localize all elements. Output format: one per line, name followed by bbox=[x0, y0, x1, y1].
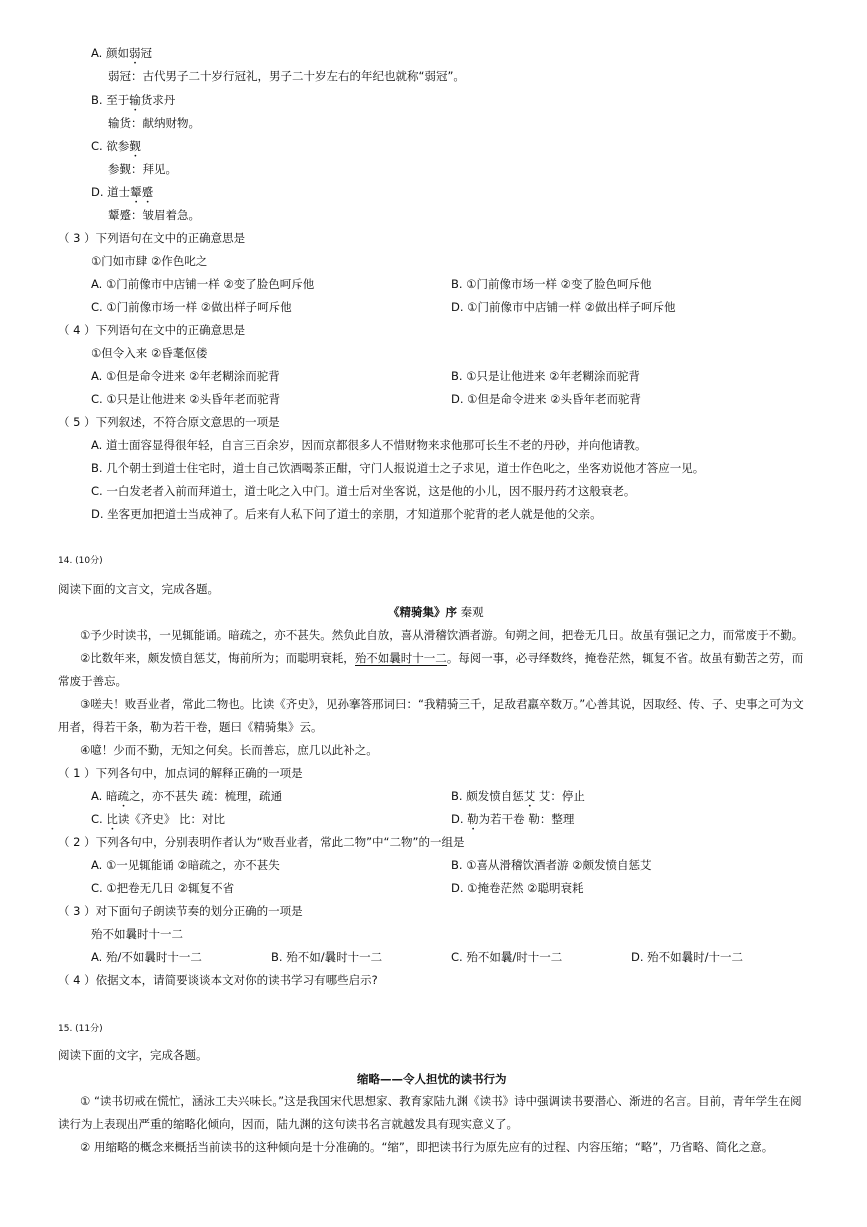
q13-option-b-explanation: 输货：献纳财物。 bbox=[108, 116, 200, 130]
q14-sub1-option-a[interactable]: A. 暗疏之，亦不甚失 疏：梳理，疏通 bbox=[91, 789, 283, 803]
q13-sub4-option-a[interactable]: A. ①但是命令进来 ②年老糊涂而驼背 bbox=[91, 369, 280, 383]
q13-sub4-option-d[interactable]: D. ①但是命令进来 ②头昏年老而驼背 bbox=[451, 392, 641, 406]
q13-option-a: A. 颜如弱冠 bbox=[91, 46, 152, 60]
q14-intro: 阅读下面的文言文，完成各题。 bbox=[58, 582, 219, 596]
q14-header: 14. (10分) bbox=[58, 556, 103, 566]
q14-sub3-option-d[interactable]: D. 殆不如曩时/十一二 bbox=[631, 950, 744, 964]
q13-option-b: B. 至于输货求丹 bbox=[91, 93, 176, 107]
q15-intro: 阅读下面的文字，完成各题。 bbox=[58, 1048, 208, 1062]
q13-option-d: D. 道士颦蹙 bbox=[91, 185, 154, 199]
q14-paragraph-3: ③嗟夫！败吾业者，常此二物也。比读《齐史》，见孙搴答邢词曰：“我精骑三千，足敌君羸卒数万。”心善其说，因取经、传、子、史事之可为文用者，得若干条，勒为若干卷，题曰《精骑集》云。 bbox=[58, 697, 804, 734]
q13-sub4-question: （ 4 ）下列语句在文中的正确意思是 bbox=[58, 323, 246, 337]
q14-paragraph-2: ②比数年来，颇发愤自惩艾，悔前所为；而聪明衰耗，殆不如曩时十一二。每阅一事，必寻绎数终，掩卷茫然，辄复不省。故虽有勤苦之劳，而常废于善忘。 bbox=[58, 651, 804, 688]
q13-option-c-explanation: 参觐：拜见。 bbox=[108, 162, 177, 176]
q13-sub3-question: （ 3 ）下列语句在文中的正确意思是 bbox=[58, 231, 246, 245]
q13-option-a-explanation: 弱冠：古代男子二十岁行冠礼，男子二十岁左右的年纪也就称“弱冠”。 bbox=[108, 69, 465, 83]
q13-sub3-option-c[interactable]: C. ①门前像市场一样 ②做出样子呵斥他 bbox=[91, 300, 292, 314]
q14-sub4-question: （ 4 ）依据文本，请简要谈谈本文对你的读书学习有哪些启示? bbox=[58, 973, 378, 987]
q14-sub3-option-b[interactable]: B. 殆不如/曩时十一二 bbox=[271, 950, 383, 964]
q13-option-c: C. 欲参觐 bbox=[91, 139, 141, 153]
q13-sub4-option-b[interactable]: B. ①只是让他进来 ②年老糊涂而驼背 bbox=[451, 369, 640, 383]
q14-author: 秦观 bbox=[460, 605, 484, 619]
q14-title bbox=[388, 604, 484, 620]
q15-paragraph-2: ② 用缩略的概念来概括当前读书的这种倾向是十分准确的。“缩”，即把读书行为原先应有的过程、内容压缩；“略”，乃省略、简化之意。 bbox=[80, 1140, 774, 1154]
q13-sub4-option-c[interactable]: C. ①只是让他进来 ②头昏年老而驼背 bbox=[91, 392, 281, 406]
q13-sub5-question: （ 5 ）下列叙述，不符合原文意思的一项是 bbox=[58, 415, 280, 429]
q15-header: 15. (11分) bbox=[58, 1024, 103, 1034]
q14-sub2-option-c[interactable]: C. ①把卷无几日 ②辄复不省 bbox=[91, 881, 235, 895]
q14-sub1-option-b[interactable]: B. 颇发愤自惩艾 艾：停止 bbox=[451, 789, 585, 803]
q13-option-d-explanation: 颦蹙：皱眉着急。 bbox=[108, 208, 200, 222]
q14-sub3-option-c[interactable]: C. 殆不如曩/时十一二 bbox=[451, 950, 563, 964]
q13-sub5-option-a[interactable]: A. 道士面容显得很年轻，自言三百余岁，因而京都很多人不惜财物来求他那可长生不老的丹砂，并向他请教。 bbox=[91, 438, 647, 452]
q14-sub1-question: （ 1 ）下列各句中，加点词的解释正确的一项是 bbox=[58, 766, 303, 780]
q14-underlined-sentence: 殆不如曩时十一二 bbox=[354, 651, 447, 665]
q14-paragraph-1: ①予少时读书，一见辄能诵。暗疏之，亦不甚失。然负此自放，喜从滑稽饮酒者游。旬朔之间，把卷无几日。故虽有强记之力，而常废于不勤。 bbox=[80, 628, 804, 642]
q13-sub3-option-d[interactable]: D. ①门前像市中店铺一样 ②做出样子呵斥他 bbox=[451, 300, 676, 314]
q14-title-text: 《精骑集》序 bbox=[388, 605, 457, 619]
q15-title: 缩略——令人担忧的读书行为 bbox=[357, 1072, 507, 1086]
q14-sub2-option-a[interactable]: A. ①一见辄能诵 ②暗疏之，亦不甚失 bbox=[91, 858, 280, 872]
q13-sub4-items: ①但令入来 ②昏耄伛偻 bbox=[91, 346, 208, 360]
q13-sub3-option-a[interactable]: A. ①门前像市中店铺一样 ②变了脸色呵斥他 bbox=[91, 277, 315, 291]
q14-sub2-option-d[interactable]: D. ①掩卷茫然 ②聪明衰耗 bbox=[451, 881, 584, 895]
q14-sub1-option-c[interactable]: C. 比读《齐史》 比：对比 bbox=[91, 812, 225, 826]
q14-sub2-question: （ 2 ）下列各句中，分别表明作者认为“败吾业者，常此二物”中“二物”的一组是 bbox=[58, 835, 465, 849]
q14-sub3-question: （ 3 ）对下面句子朗读节奏的划分正确的一项是 bbox=[58, 904, 303, 918]
q14-sub3-sentence: 殆不如曩时十一二 bbox=[91, 927, 183, 941]
q13-sub5-option-d[interactable]: D. 坐客更加把道士当成神了。后来有人私下问了道士的亲朋，才知道那个驼背的老人就是他的父亲。 bbox=[91, 507, 602, 521]
q15-paragraph-1: ① “读书切戒在慌忙，涵泳工夫兴味长。”这是我国宋代思想家、教育家陆九渊《读书》诗中强调读书要潜心、渐进的名言。目前，青年学生在阅读行为上表现出严重的缩略化倾向，因而，陆九渊的这句读书名言就越发具有现实意义了。 bbox=[58, 1094, 802, 1131]
q14-sub2-option-b[interactable]: B. ①喜从滑稽饮酒者游 ②颇发愤自惩艾 bbox=[451, 858, 652, 872]
q13-sub5-option-b[interactable]: B. 几个朝士到道士住宅时，道士自己饮酒喝茶正酣，守门人报说道士之子求见，道士作色叱之，坐客劝说他才答应一见。 bbox=[91, 461, 705, 475]
q13-sub3-items: ①门如市肆 ②作色叱之 bbox=[91, 254, 208, 268]
q13-sub3-option-b[interactable]: B. ①门前像市场一样 ②变了脸色呵斥他 bbox=[451, 277, 652, 291]
q13-sub5-option-c[interactable]: C. 一白发老者入前而拜道士，道士叱之入中门。道士后对坐客说，这是他的小儿，因不服丹药才这般衰老。 bbox=[91, 484, 636, 498]
q14-sub3-option-a[interactable]: A. 殆/不如曩时十一二 bbox=[91, 950, 202, 964]
q14-paragraph-4: ④噫！少而不勤，无知之何矣。长而善忘，庶几以此补之。 bbox=[80, 743, 378, 757]
q14-sub1-option-d[interactable]: D. 勒为若干卷 勒：整理 bbox=[451, 812, 575, 826]
